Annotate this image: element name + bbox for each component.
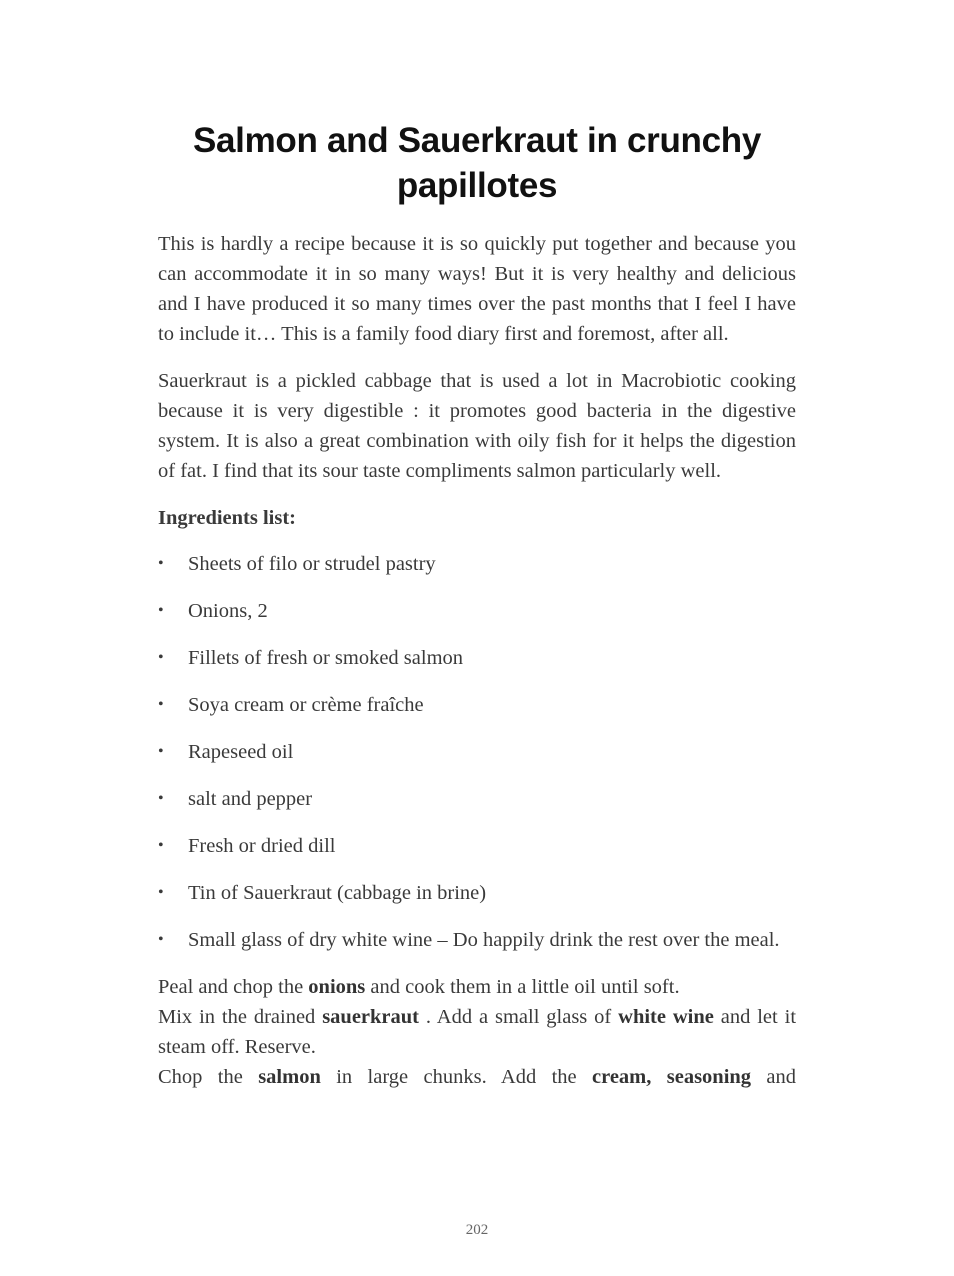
- ingredient-text: Small glass of dry white wine – Do happily drink the rest over the meal.: [188, 929, 780, 951]
- list-item: [158, 831, 796, 861]
- ingredient-text: Sheets of filo or strudel pastry: [188, 553, 436, 575]
- ingredient-text: Rapeseed oil: [188, 741, 294, 763]
- ingredients-heading: Ingredients list:: [158, 507, 297, 529]
- bullet-icon: •: [158, 602, 164, 619]
- bullet-icon: •: [158, 931, 164, 948]
- method-step-2: [158, 1002, 796, 1062]
- bullet-icon: •: [158, 743, 164, 760]
- intro-paragraph-1: This is hardly a recipe because it is so quickly put together and because you can accommodate it in so many ways! But it is very healthy and delicious and I have produced it so many times over the past months that I feel I have to include it… This is a family food diary first and foremost, after all.: [158, 233, 796, 345]
- ingredient-text: salt and pepper: [188, 788, 313, 810]
- method-keyword: white wine: [618, 1006, 714, 1028]
- method-section: [158, 972, 796, 1092]
- bullet-icon: •: [158, 790, 164, 807]
- method-text: and let it steam off. Reserve.: [158, 1006, 797, 1058]
- bullet-icon: •: [158, 837, 164, 854]
- page-number: 202: [465, 1222, 489, 1238]
- list-item: [158, 643, 796, 673]
- method-text: in large chunks. Add the: [320, 1066, 592, 1088]
- list-item: [158, 690, 796, 720]
- list-item: [158, 878, 796, 908]
- method-text: Peal and chop the: [158, 976, 309, 998]
- method-text: . Add a small glass of: [419, 1006, 619, 1028]
- list-item: [158, 784, 796, 814]
- bullet-icon: •: [158, 555, 164, 572]
- method-keyword: salmon: [258, 1066, 321, 1088]
- bullet-icon: •: [158, 696, 164, 713]
- method-keyword: cream, seasoning: [592, 1066, 752, 1088]
- ingredients-list: [158, 549, 796, 955]
- ingredient-text: Soya cream or crème fraîche: [188, 694, 424, 716]
- bullet-icon: •: [158, 649, 164, 666]
- ingredient-text: Fillets of fresh or smoked salmon: [188, 647, 464, 669]
- list-item: [158, 549, 796, 579]
- recipe-page: [158, 118, 796, 1092]
- list-item: [158, 737, 796, 767]
- method-text: and: [751, 1066, 797, 1088]
- method-text: and cook them in a little oil until soft.: [365, 976, 680, 998]
- recipe-body: [158, 229, 796, 1092]
- method-keyword: onions: [308, 976, 366, 998]
- list-item: [158, 925, 796, 955]
- intro-paragraph-2: Sauerkraut is a pickled cabbage that is used a lot in Macrobiotic cooking because it is very digestible : it promotes good bacteria in the digestive system. It is also a great combination with oily fish for it helps the digestion of fat. I find that its sour taste compliments salmon particularly well.: [158, 370, 796, 482]
- method-step-3: [158, 1062, 796, 1092]
- recipe-title: Salmon and Sauerkraut in crunchy papillotes: [192, 121, 762, 205]
- list-item: [158, 596, 796, 626]
- ingredient-text: Tin of Sauerkraut (cabbage in brine): [188, 882, 487, 904]
- method-step-1: [158, 972, 796, 1002]
- ingredient-text: Fresh or dried dill: [188, 835, 336, 857]
- method-text: Chop the: [158, 1066, 259, 1088]
- ingredient-text: Onions, 2: [188, 600, 268, 622]
- method-keyword: sauerkraut: [322, 1006, 420, 1028]
- method-text: Mix in the drained: [158, 1006, 323, 1028]
- bullet-icon: •: [158, 884, 164, 901]
